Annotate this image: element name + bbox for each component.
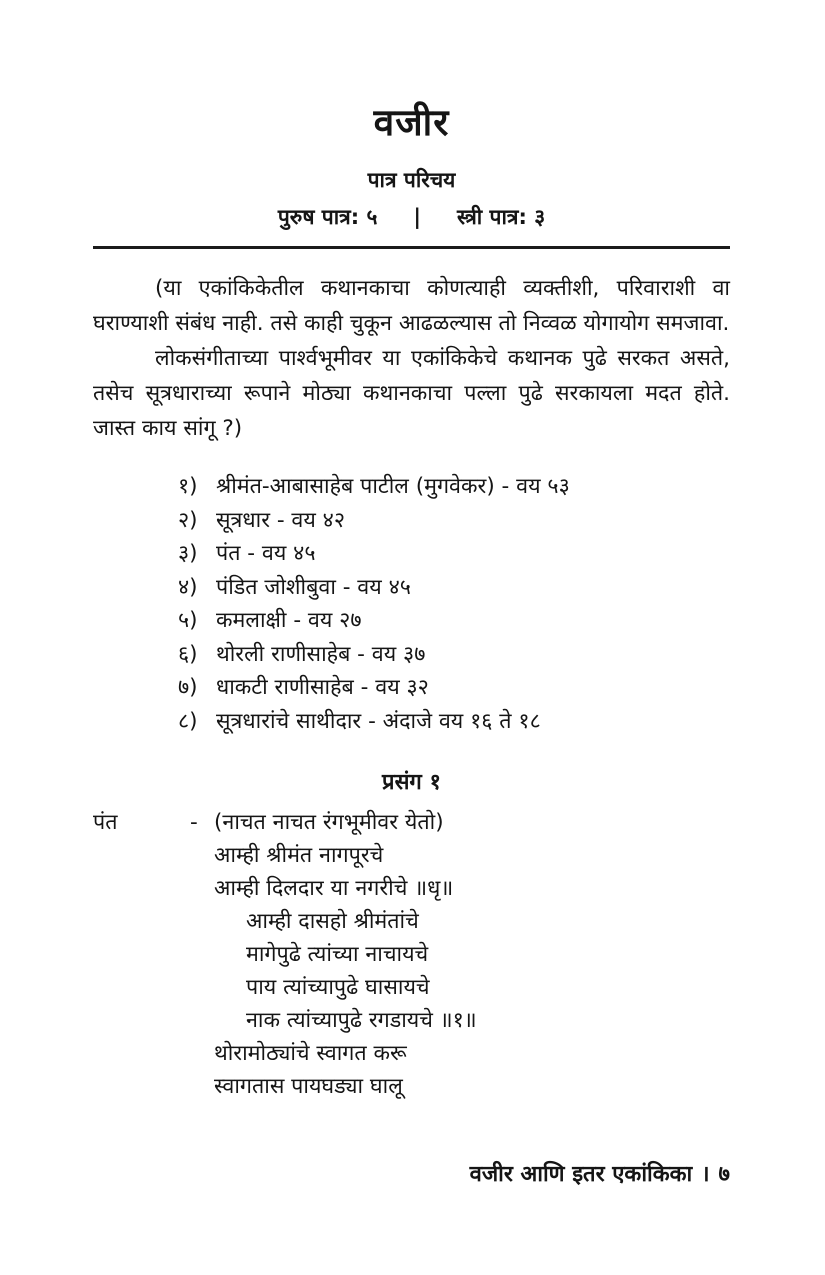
speaker-dash: -	[190, 810, 198, 836]
cast-item	[178, 504, 730, 538]
song-line: पाय त्यांच्यापुढे घासायचे	[246, 975, 430, 1001]
cast-item	[178, 470, 730, 504]
song-line: आम्ही दासहो श्रीमंतांचे	[246, 909, 419, 935]
page-footer	[470, 1160, 730, 1190]
cast-item-text: धाकटी राणीसाहेब - वय ३२	[216, 675, 429, 701]
footer-page-number: ७	[718, 1162, 730, 1187]
footer-separator: ।	[701, 1162, 710, 1187]
cast-item	[178, 604, 730, 638]
song-line: आम्ही श्रीमंत नागपूरचे	[214, 843, 384, 869]
female-cast-count: स्त्री पात्र: ३	[457, 205, 546, 230]
cast-item-number: ३)	[178, 541, 198, 567]
dialogue-lines	[214, 806, 730, 1103]
cast-item-text: सूत्रधार - वय ४२	[216, 507, 346, 533]
song-line: नाक त्यांच्यापुढे रगडायचे ॥१॥	[246, 1008, 477, 1034]
page-title: वजीर	[373, 101, 450, 144]
cast-item-text: सूत्रधारांचे साथीदार - अंदाजे वय १६ ते १८	[216, 708, 541, 734]
cast-item	[178, 638, 730, 672]
horizontal-divider	[93, 246, 730, 249]
cast-list	[178, 470, 730, 738]
cast-item	[178, 537, 730, 571]
cast-item-number: ६)	[178, 641, 198, 667]
cast-item-number: १)	[178, 474, 198, 500]
cast-item-number: ७)	[178, 675, 198, 701]
cast-item-text: पंत - वय ४५	[216, 541, 316, 567]
cast-item-text: पंडित जोशीबुवा - वय ४५	[216, 574, 411, 600]
footer-book-title: वजीर आणि इतर एकांकिका	[469, 1162, 693, 1187]
song-line: आम्ही दिलदार या नगरीचे ॥धृ॥	[214, 876, 454, 902]
cast-item	[178, 705, 730, 739]
cast-counts-row	[93, 202, 730, 232]
cast-item	[178, 671, 730, 705]
cast-item-number: ४)	[178, 574, 198, 600]
cast-item-number: ८)	[178, 708, 198, 734]
cast-item-text: कमलाक्षी - वय २७	[216, 608, 362, 634]
dialogue-block	[93, 806, 730, 1103]
cast-item-text: थोरली राणीसाहेब - वय ३७	[216, 641, 426, 667]
song-line: स्वागतास पायघड्या घालू	[214, 1074, 403, 1100]
cast-count-separator: |	[413, 205, 422, 230]
song-line: थोरामोठ्यांचे स्वागत करू	[214, 1041, 407, 1067]
cast-item-text: श्रीमंत-आबासाहेब पाटील (मुगवेकर) - वय ५३	[216, 474, 570, 500]
intro-note	[93, 271, 730, 446]
scene-heading: प्रसंग १	[382, 770, 441, 796]
cast-intro-heading: पात्र परिचय	[367, 168, 456, 193]
intro-paragraph-2: लोकसंगीताच्या पार्श्वभूमीवर या एकांकिकेचे कथानक पुढे सरकत असते, तसेच सूत्रधाराच्या रूपाने मोठ्या कथानकाचा पल्ला पुढे सरकायला मदत होते. जास्त काय सांगू ?)	[93, 346, 730, 442]
male-cast-count: पुरुष पात्र: ५	[277, 205, 378, 230]
speaker-name: पंत	[93, 810, 118, 836]
stage-direction-line: (नाचत नाचत रंगभूमीवर येतो)	[214, 810, 444, 836]
cast-item-number: ५)	[178, 608, 198, 634]
song-line: मागेपुढे त्यांच्या नाचायचे	[246, 942, 429, 968]
intro-paragraph-1: (या एकांकिकेतील कथानकाचा कोणत्याही व्यक्तीशी, परिवाराशी वा घराण्याशी संबंध नाही. तसे काही चुकून आढळल्यास तो निव्वळ योगायोग समजावा.	[93, 276, 730, 337]
cast-item	[178, 571, 730, 605]
cast-item-number: २)	[178, 507, 198, 533]
